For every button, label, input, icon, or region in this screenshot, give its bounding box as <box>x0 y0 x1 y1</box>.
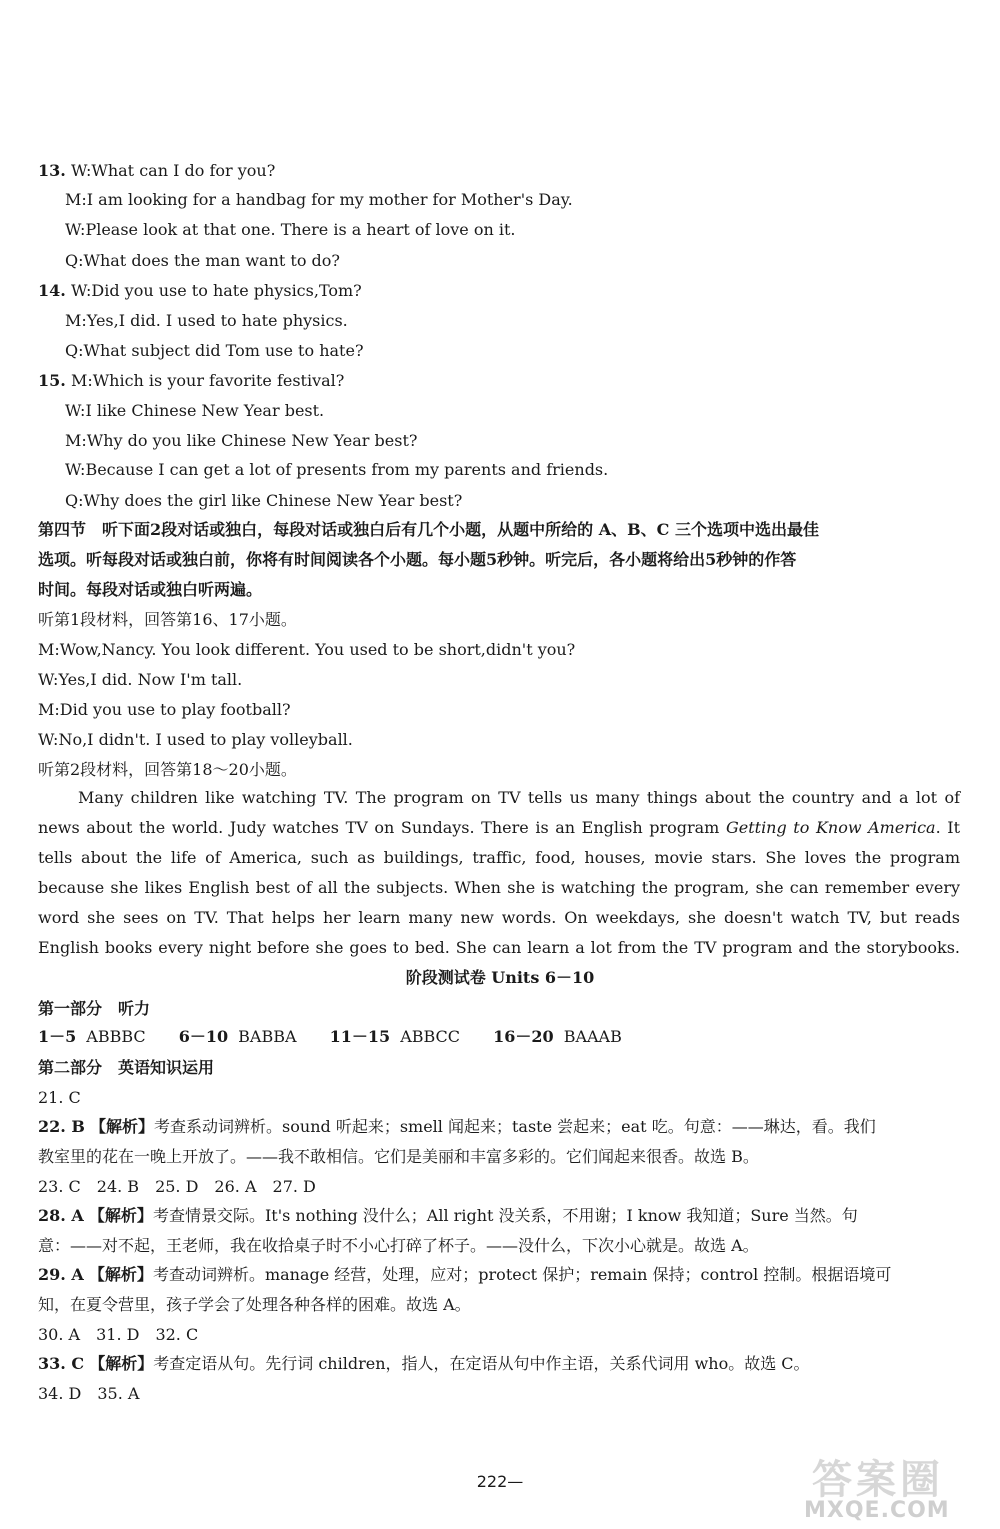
passage-2-paragraph-line-6: English books every night before she goes to bed. She can learn a lot from the TV program and the storybooks. <box>38 938 960 957</box>
answer-33 <box>38 1353 960 1375</box>
question-number: 29. A <box>38 1265 84 1284</box>
dialog-13-line-2: M:I am looking for a handbag for my mother for Mother's Day. <box>65 190 573 209</box>
answer-22-line-2: 教室里的花在一晚上开放了。——我不敢相信。它们是美丽和丰富多彩的。它们闻起来很香。故选 B。 <box>38 1147 759 1166</box>
dialog-13-line-1 <box>38 160 960 182</box>
dialog-15-line-2: W:I like Chinese New Year best. <box>65 401 325 420</box>
answer-range: 11－15 <box>329 1027 391 1046</box>
analysis-text: 考查定语从句。先行词 children，指人，在定语从句中作主语，关系代词用 who。故选 C。 <box>153 1354 810 1373</box>
watermark-url: MXQE.COM <box>804 1498 950 1523</box>
program-title: Getting to Know America <box>725 818 936 837</box>
part-1-answers <box>38 1026 960 1048</box>
page-number: 222— <box>476 1472 524 1491</box>
question-number: 13. <box>38 161 66 180</box>
dialog-13-line-3: W:Please look at that one. There is a heart of love on it. <box>65 220 516 239</box>
dialog-15-line-3: M:Why do you like Chinese New Year best? <box>65 431 418 450</box>
passage-2-paragraph-line-1: Many children like watching TV. The program on TV tells us many things about the country and a lot of <box>78 788 960 807</box>
passage-1-line-2: W:Yes,I did. Now I'm tall. <box>38 670 243 689</box>
answers-30-32: 30. A 31. D 32. C <box>38 1325 199 1344</box>
dialog-14-line-3: Q:What subject did Tom use to hate? <box>65 341 364 360</box>
dialog-text: M:Which is your favorite festival? <box>70 371 345 390</box>
answer-28-line-1 <box>38 1205 960 1227</box>
answers-23-27: 23. C 24. B 25. D 26. A 27. D <box>38 1177 316 1196</box>
analysis-tag: 【解析】 <box>89 1354 154 1373</box>
analysis-tag: 【解析】 <box>88 1206 153 1225</box>
answer-value: ABBBC <box>86 1027 146 1046</box>
passage-2-paragraph-line-5: word she sees on TV. That helps her learn many new words. On weekdays, she doesn't watch TV, but reads <box>38 908 960 927</box>
section-4-instructions-line-2: 选项。听每段对话或独白前，你将有时间阅读各个小题。每小题5秒钟。听完后，各小题将给出5秒钟的作答 <box>38 550 797 569</box>
passage-2-paragraph-line-4: because she likes English best of all the subjects. When she is watching the program, she can remember every <box>38 878 960 897</box>
question-number: 15. <box>38 371 66 390</box>
passage-2-paragraph-line-2 <box>38 817 960 839</box>
answers-34-35: 34. D 35. A <box>38 1384 140 1403</box>
section-4-instructions-line-3: 时间。每段对话或独白听两遍。 <box>38 580 263 599</box>
paragraph-text: news about the world. Judy watches TV on Sundays. There is an English program <box>38 818 726 837</box>
page-number-text: 222 <box>476 1472 508 1491</box>
answer-value: BABBA <box>238 1027 297 1046</box>
answer-value: BAAAB <box>563 1027 622 1046</box>
test-title: 阶段测试卷 Units 6－10 <box>405 968 595 987</box>
dialog-text: W:What can I do for you? <box>70 161 276 180</box>
analysis-tag: 【解析】 <box>88 1265 153 1284</box>
analysis-tag: 【解析】 <box>90 1117 155 1136</box>
passage-2-intro: 听第2段材料，回答第18～20小题。 <box>38 760 297 779</box>
analysis-text: 考查系动词辨析。sound 听起来；smell 闻起来；taste 尝起来；eat 吃。句意：——琳达，看。我们 <box>154 1117 876 1136</box>
passage-1-line-3: M:Did you use to play football? <box>38 700 291 719</box>
paragraph-text: . It <box>935 818 961 837</box>
watermark-text: 答案圈 <box>812 1457 944 1503</box>
part-2-heading: 第二部分 英语知识运用 <box>38 1058 215 1077</box>
answer-21: 21. C <box>38 1088 81 1107</box>
analysis-text: 考查情景交际。It's nothing 没什么；All right 没关系，不用谢；I know 我知道；Sure 当然。句 <box>152 1206 858 1225</box>
dialog-15-line-1 <box>38 370 960 392</box>
dialog-15-line-4: W:Because I can get a lot of presents from my parents and friends. <box>65 460 609 479</box>
section-4-instructions-line-1: 第四节 听下面2段对话或独白，每段对话或独白后有几个小题，从题中所给的 A、B、C 三个选项中选出最佳 <box>38 520 819 539</box>
question-number: 22. B <box>38 1117 85 1136</box>
question-number: 14. <box>38 281 66 300</box>
watermark-logo <box>800 1448 992 1524</box>
answer-range: 16－20 <box>493 1027 554 1046</box>
dialog-14-line-2: M:Yes,I did. I used to hate physics. <box>65 311 348 330</box>
question-number: 28. A <box>38 1206 84 1225</box>
dialog-15-line-5: Q:Why does the girl like Chinese New Year best? <box>65 491 463 510</box>
passage-1-line-1: M:Wow,Nancy. You look different. You used to be short,didn't you? <box>38 640 576 659</box>
answer-range: 6－10 <box>178 1027 229 1046</box>
dialog-14-line-1 <box>38 280 960 302</box>
dialog-13-line-4: Q:What does the man want to do? <box>65 251 340 270</box>
answer-29-line-1 <box>38 1264 960 1286</box>
passage-1-line-4: W:No,I didn't. I used to play volleyball. <box>38 730 353 749</box>
passage-2-paragraph-line-3: tells about the life of America, such as buildings, traffic, food, houses, movie stars. She loves the program <box>38 848 960 867</box>
answer-28-line-2: 意：——对不起，王老师，我在收拾桌子时不小心打碎了杯子。——没什么，下次小心就是。故选 A。 <box>38 1236 759 1255</box>
answer-22-line-1 <box>38 1116 960 1138</box>
answer-29-line-2: 知，在夏令营里，孩子学会了处理各种各样的困难。故选 A。 <box>38 1295 471 1314</box>
question-number: 33. C <box>38 1354 85 1373</box>
answer-value: ABBCC <box>400 1027 461 1046</box>
passage-1-intro: 听第1段材料，回答第16、17小题。 <box>38 610 297 629</box>
answer-range: 1－5 <box>38 1027 77 1046</box>
analysis-text: 考查动词辨析。manage 经营，处理，应对；protect 保护；remain 保持；control 控制。根据语境可 <box>152 1265 892 1284</box>
dialog-text: W:Did you use to hate physics,Tom? <box>70 281 362 300</box>
part-1-heading: 第一部分 听力 <box>38 999 151 1018</box>
